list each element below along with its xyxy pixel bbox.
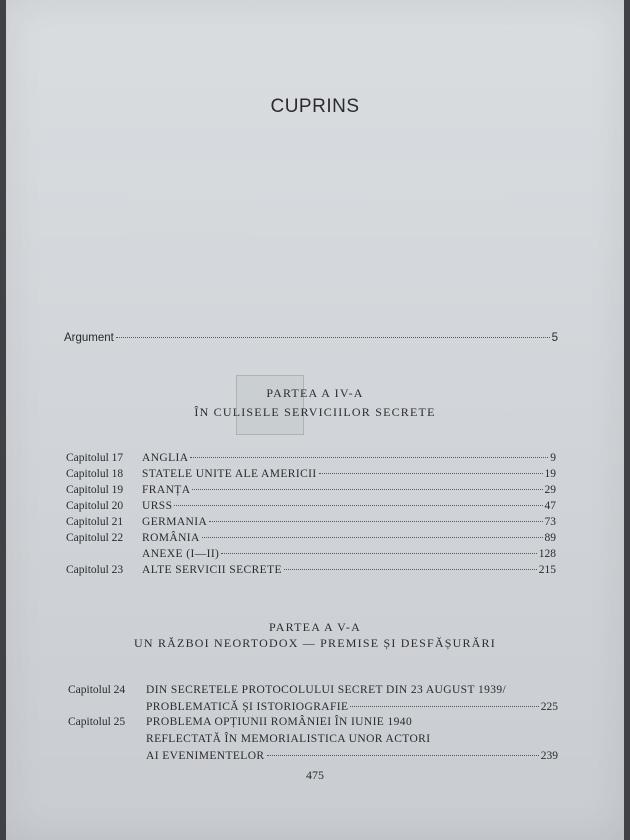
argument-label: Argument [64,332,114,344]
chapter-number: Capitolul 21 [66,516,124,528]
chapter-title-line: DIN SECRETELE PROTOCOLULUI SECRET DIN 23 AUGUST 1939/ [146,684,507,696]
dot-leader [209,521,542,522]
dot-leader [192,489,542,490]
chapter-page: 128 [538,548,556,560]
chapter-page: 73 [544,516,556,528]
part5-subtitle: UN RĂZBOI NEORTODOX — PREMISE ȘI DESFĂȘURĂRI [134,636,496,650]
toc-row [66,484,556,496]
chapter-number: Capitolul 20 [66,500,124,512]
toc-row [66,468,556,480]
chapter-number: Capitolul 23 [66,564,124,576]
part4-heading: PARTEA A IV-A [266,386,364,400]
chapter-title: ANEXE (I—II) [142,548,220,560]
chapter-title: URSS [142,500,173,512]
chapter-title: ALTE SERVICII SECRETE [142,564,282,576]
page-number: 475 [306,768,324,782]
chapter-page: 9 [550,452,556,464]
chapter-page: 239 [540,750,558,762]
chapter-number: Capitolul 24 [68,684,126,696]
dot-leader [284,569,537,570]
page-title: CUPRINS [270,96,360,117]
chapter-page: 215 [538,564,556,576]
chapter-page: 89 [544,532,556,544]
toc-entry [68,684,558,718]
part5-heading: PARTEA A V-A [269,620,361,634]
chapter-title-line: REFLECTATĂ ÎN MEMORIALISTICA UNOR ACTORI [146,733,431,745]
dot-leader [267,755,539,756]
chapter-title-line: AI EVENIMENTELOR [146,750,265,762]
toc-row [66,452,556,464]
toc-entry [68,716,558,767]
chapter-page: 19 [544,468,556,480]
chapter-number: Capitolul 17 [66,452,124,464]
toc-row [66,500,556,512]
argument-entry [64,332,558,344]
chapter-title-line: PROBLEMATICĂ ȘI ISTORIOGRAFIE [146,701,349,713]
chapter-page: 47 [544,500,556,512]
dot-leader [116,337,550,338]
chapter-page: 225 [540,701,558,713]
chapter-title-line: PROBLEMA OPȚIUNII ROMÂNIEI ÎN IUNIE 1940 [146,716,413,728]
chapter-title: FRANȚA [142,484,191,496]
chapter-title: ROMÂNIA [142,532,200,544]
chapter-title: STATELE UNITE ALE AMERICII [142,468,317,480]
toc-row [66,564,556,576]
dot-leader [174,505,542,506]
chapter-title: ANGLIA [142,452,189,464]
chapter-number: Capitolul 25 [68,716,126,728]
dot-leader [221,553,536,554]
toc-row [66,532,556,544]
argument-page: 5 [551,332,558,344]
chapter-page: 29 [544,484,556,496]
chapter-number: Capitolul 22 [66,532,124,544]
chapter-title: GERMANIA [142,516,208,528]
dot-leader [190,457,548,458]
dot-leader [319,473,543,474]
dot-leader [350,706,538,707]
chapter-number: Capitolul 18 [66,468,124,480]
chapter-number: Capitolul 19 [66,484,124,496]
toc-row [66,548,556,560]
toc-row [66,516,556,528]
part4-subtitle: ÎN CULISELE SERVICIILOR SECRETE [194,405,436,419]
dot-leader [202,537,543,538]
